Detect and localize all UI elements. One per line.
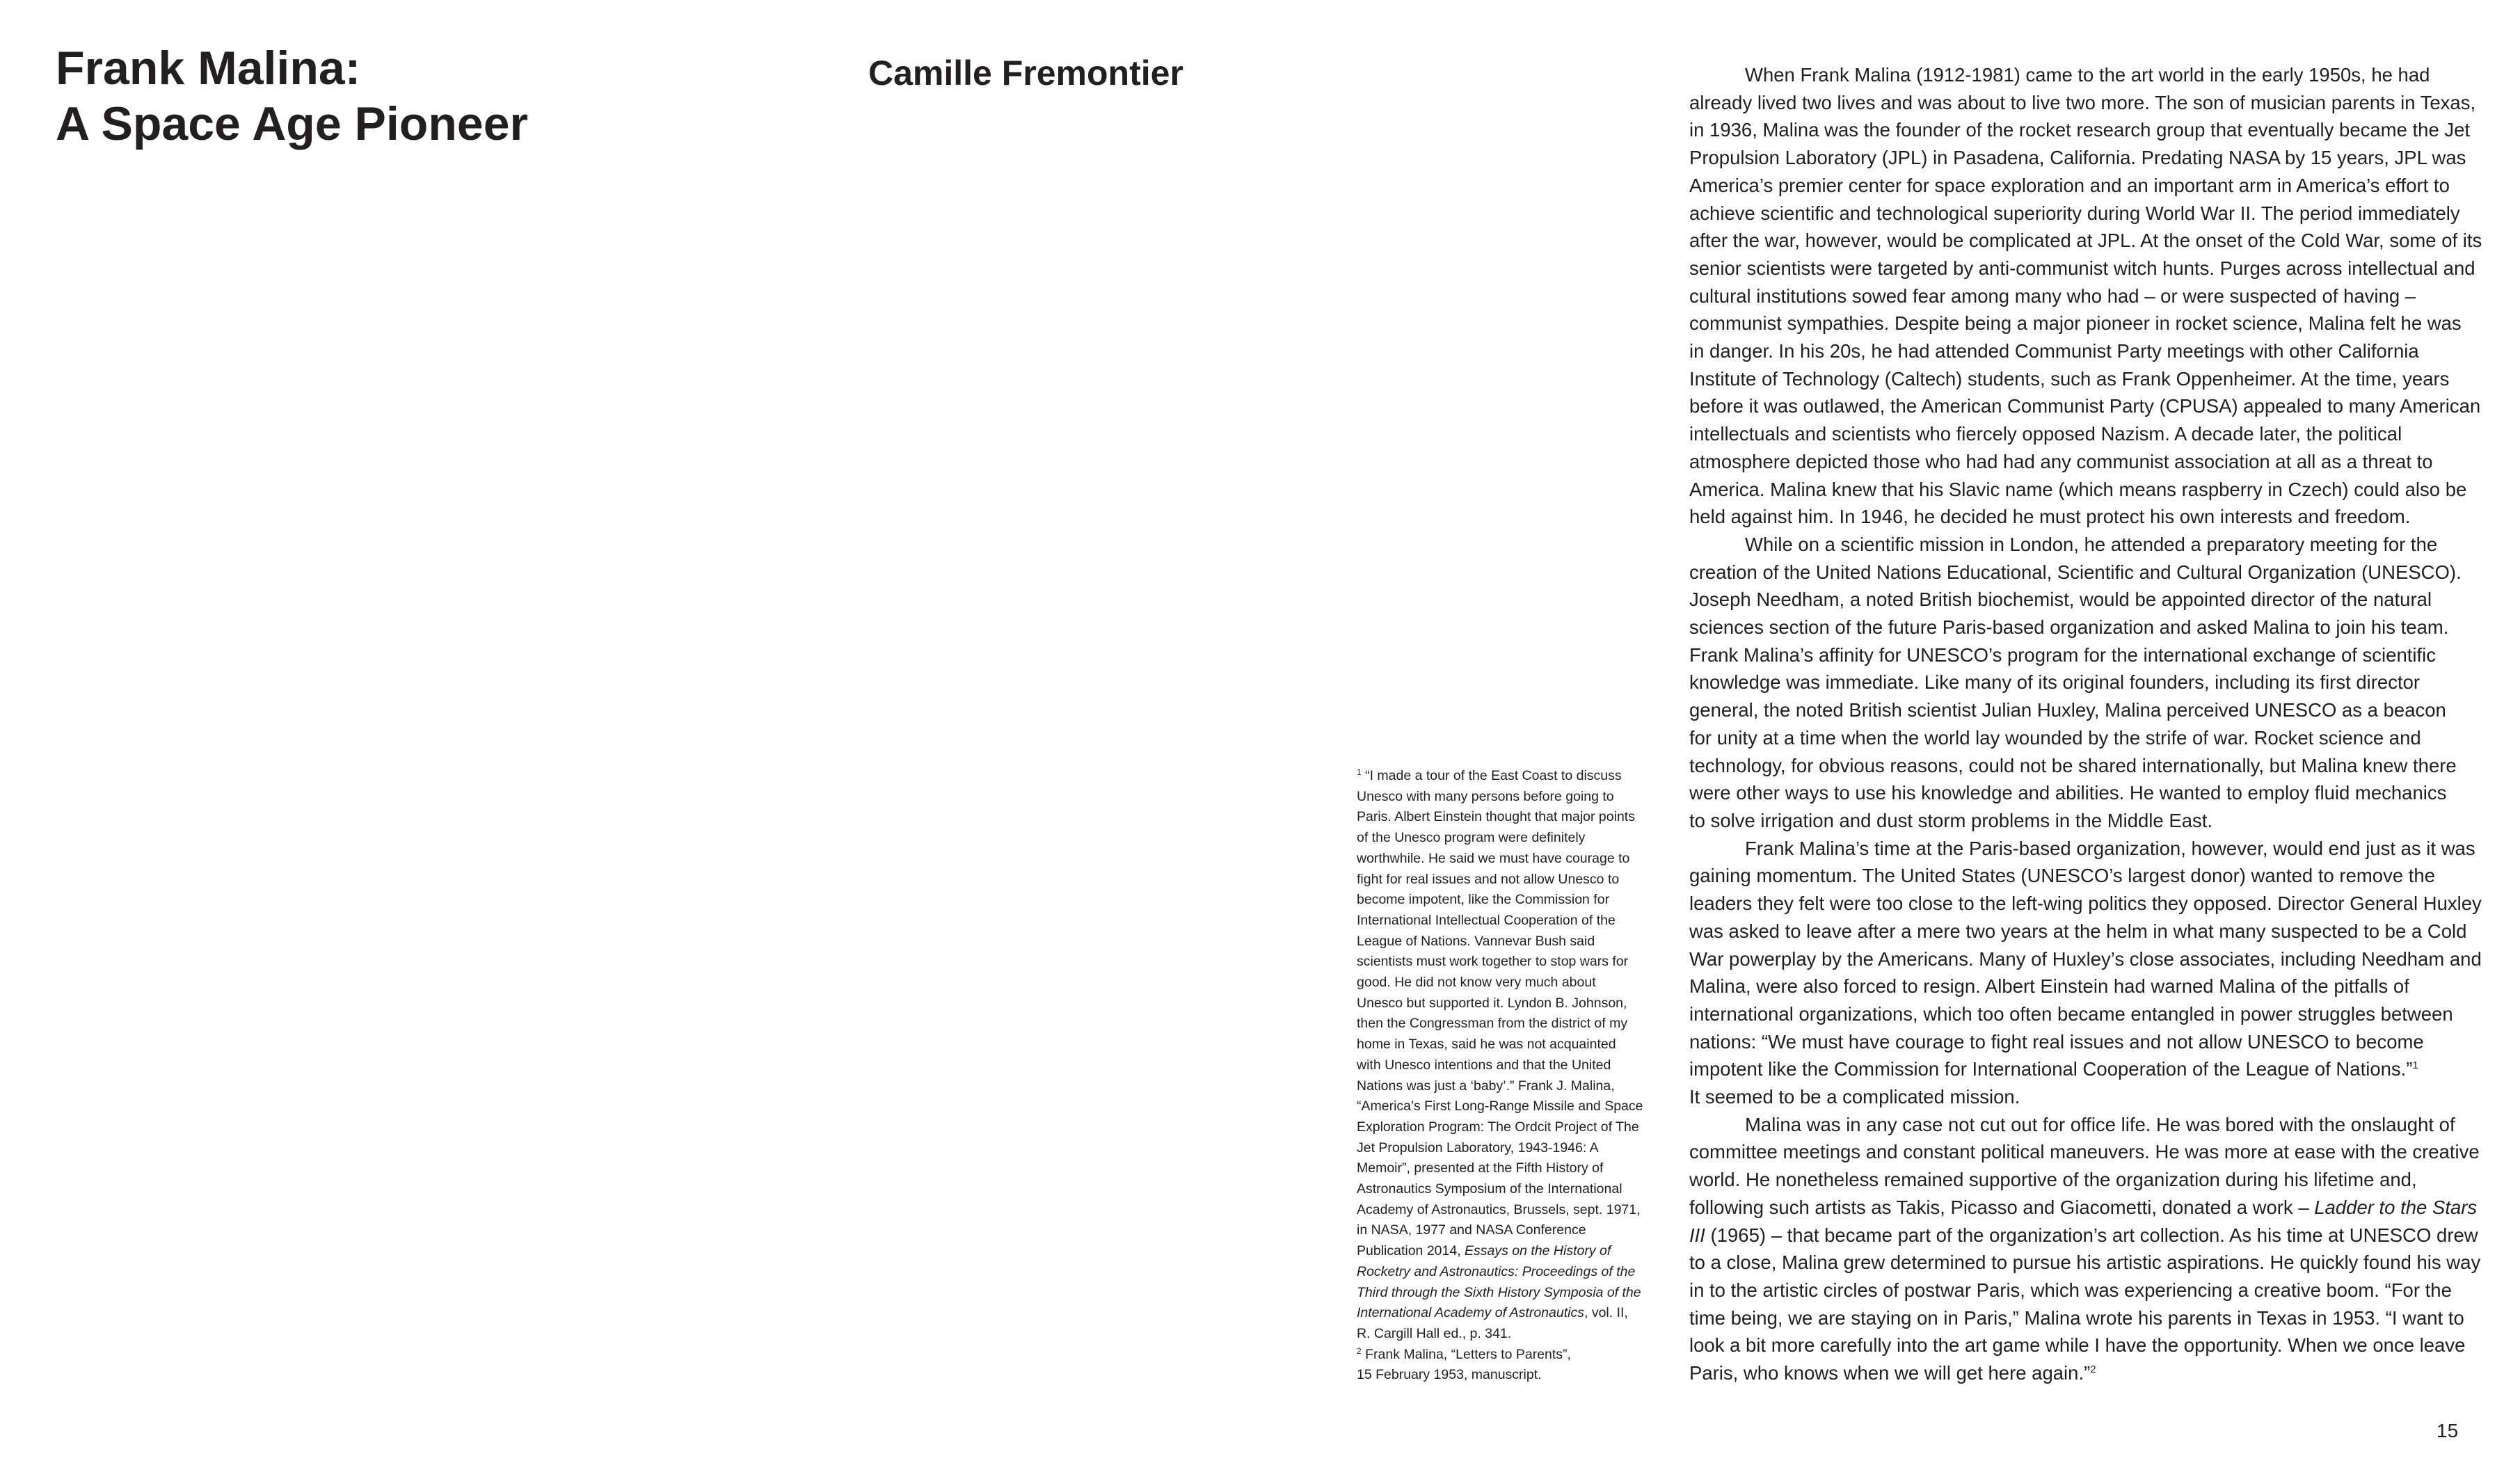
footnote-1-line: Third through the Sixth History Symposia of the	[1357, 1284, 1641, 1300]
body-line: Joseph Needham, a noted British biochemist, would be appointed director of the natural	[1689, 589, 2432, 611]
footnote-1-line: of the Unesco program were definitely	[1357, 830, 1586, 846]
body-line: America. Malina knew that his Slavic name (which means raspberry in Czech) could also be	[1689, 478, 2467, 500]
body-line: atmosphere depicted those who had had any communist association at all as a threat to	[1689, 450, 2433, 472]
body-line: look a bit more carefully into the art game while I have the opportunity. When we once leave	[1689, 1334, 2466, 1357]
body-line: to solve irrigation and dust storm problems in the Middle East.	[1689, 809, 2213, 831]
footnote-1-line: Paris. Albert Einstein thought that major points	[1357, 809, 1635, 825]
body-line: world. He nonetheless remained supportive of the organization during his lifetime and,	[1689, 1169, 2417, 1191]
artwork-title-continued: III	[1689, 1224, 1705, 1246]
body-line: communist sympathies. Despite being a major pioneer in rocket science, Malina felt he was	[1689, 312, 2462, 335]
footnote-1-line: International Intellectual Cooperation of the	[1357, 912, 1616, 928]
footnote-1-book-title: Essays on the History of	[1465, 1243, 1611, 1259]
footnote-1-line: scientists must work together to stop wars for	[1357, 954, 1629, 970]
body-line: It seemed to be a complicated mission.	[1689, 1086, 2020, 1108]
footnote-1-line: become impotent, like the Commission for	[1357, 892, 1610, 908]
footnote-1-marker: 1	[1357, 767, 1362, 777]
body-line: Malina, were also forced to resign. Albert Einstein had warned Malina of the pitfalls of	[1689, 975, 2409, 998]
body-line: Paris, who knows when we will get here again.”$^2$	[1689, 1362, 2096, 1384]
body-line: When Frank Malina (1912-1981) came to the art world in the early 1950s, he had	[1745, 64, 2430, 86]
body-line: Malina was in any case not cut out for office life. He was bored with the onslaught of	[1745, 1113, 2455, 1135]
footnote-1-line: International Academy of Astronautics, vol. II,	[1357, 1305, 1628, 1321]
article-body	[1689, 61, 2482, 1387]
body-line: Frank Malina’s affinity for UNESCO’s program for the international exchange of scientific	[1689, 643, 2436, 666]
footnote-1-line: Unesco with many persons before going to	[1357, 788, 1614, 804]
footnote-1-line: Publication 2014, Essays on the History of	[1357, 1243, 1611, 1259]
footnote-1-line: Exploration Program: The Ordcit Project of The	[1357, 1119, 1639, 1135]
author-name: Camille Fremontier	[868, 54, 1183, 93]
body-line: were other ways to use his knowledge and abilities. He wanted to employ fluid mechanics	[1689, 782, 2447, 804]
body-line: held against him. In 1946, he decided he must protect his own interests and freedom.	[1689, 506, 2411, 528]
body-line: technology, for obvious reasons, could not be shared internationally, but Malina knew there	[1689, 754, 2457, 776]
body-line: leaders they felt were too close to the left-wing politics they opposed. Director General Huxley	[1689, 893, 2482, 915]
footnote-1-line: good. He did not know very much about	[1357, 975, 1596, 991]
footnote-1-line: $^1$ “I made a tour of the East Coast to discuss	[1357, 767, 1622, 783]
body-line: impotent like the Commission for International Cooperation of the League of Nations.”$^1$	[1689, 1058, 2418, 1080]
footnote-1-line: home in Texas, said he was not acquainted	[1357, 1037, 1616, 1053]
body-line: sciences section of the future Paris-based organization and asked Malina to join his team.	[1689, 616, 2449, 639]
body-line: Propulsion Laboratory (JPL) in Pasadena, California. Predating NASA by 15 years, JPL was	[1689, 147, 2466, 169]
article-title-line-1: Frank Malina:	[56, 42, 361, 95]
footnote-2-line: 15 February 1953, manuscript.	[1357, 1367, 1542, 1383]
body-line: knowledge was immediate. Like many of its original founders, including its first director	[1689, 671, 2421, 694]
footnote-1-line: then the Congressman from the district of my	[1357, 1016, 1628, 1032]
body-line: for unity at a time when the world lay wounded by the strife of war. Rocket science and	[1689, 726, 2421, 749]
footnote-1-line: with Unesco intentions and that the United	[1357, 1057, 1611, 1073]
footnote-1-line: Nations was just a ‘baby’.” Frank J. Malina,	[1357, 1078, 1615, 1094]
page-number: 15	[2437, 1420, 2459, 1441]
footnote-1-line: worthwhile. He said we must have courage to	[1357, 850, 1630, 866]
body-line: before it was outlawed, the American Communist Party (CPUSA) appealed to many American	[1689, 395, 2481, 417]
footnote-1-line: “America’s First Long-Range Missile and Space	[1357, 1098, 1643, 1114]
body-line: international organizations, which too often became entangled in power struggles between	[1689, 1002, 2453, 1025]
body-line: already lived two lives and was about to live two more. The son of musician parents in Texas,	[1689, 91, 2476, 113]
body-line: achieve scientific and technological superiority during World War II. The period immediately	[1689, 202, 2460, 224]
body-line: War powerplay by the Americans. Many of Huxley’s close associates, including Needham and	[1689, 948, 2482, 970]
body-line: Institute of Technology (Caltech) students, such as Frank Oppenheimer. At the time, years	[1689, 367, 2450, 390]
body-line: cultural institutions sowed fear among many who had – or were suspected of having –	[1689, 285, 2416, 307]
body-line: after the war, however, would be complicated at JPL. At the onset of the Cold War, some of its	[1689, 230, 2482, 252]
footnote-1-line: League of Nations. Vannevar Bush said	[1357, 933, 1595, 949]
footnote-1-line: R. Cargill Hall ed., p. 341.	[1357, 1325, 1512, 1341]
body-line: nations: “We must have courage to fight real issues and not allow UNESCO to become	[1689, 1030, 2424, 1053]
body-line: gaining momentum. The United States (UNESCO’s largest donor) wanted to remove the	[1689, 865, 2436, 887]
footnotes	[1357, 766, 1663, 1386]
footnote-1-line: Memoir”, presented at the Fifth History of	[1357, 1160, 1604, 1176]
footnote-1-line: Jet Propulsion Laboratory, 1943-1946: A	[1357, 1140, 1599, 1156]
footnote-1-line: fight for real issues and not allow Unesco to	[1357, 871, 1620, 887]
footnote-ref-1: 1	[2412, 1060, 2418, 1072]
body-line: general, the noted British scientist Julian Huxley, Malina perceived UNESCO as a beacon	[1689, 699, 2446, 721]
article-title-line-2: A Space Age Pioneer	[56, 97, 528, 150]
footnote-1-line: Rocketry and Astronautics: Proceedings of the	[1357, 1263, 1636, 1279]
body-line: in 1936, Malina was the founder of the rocket research group that eventually became the Jet	[1689, 119, 2471, 141]
body-line: senior scientists were targeted by anti-communist witch hunts. Purges across intellectual and	[1689, 257, 2475, 279]
body-line: intellectuals and scientists who fiercely opposed Nazism. A decade later, the political	[1689, 423, 2402, 445]
body-line: Frank Malina’s time at the Paris-based organization, however, would end just as it was	[1745, 837, 2475, 859]
footnote-1-line: Unesco but supported it. Lyndon B. Johnson,	[1357, 995, 1627, 1011]
body-line: following such artists as Takis, Picasso and Giacometti, donated a work – Ladder to the Stars	[1689, 1196, 2478, 1218]
body-line: time being, we are staying on in Paris,” Malina wrote his parents in Texas in 1953. “I want to	[1689, 1306, 2464, 1329]
body-line: to a close, Malina grew determined to pursue his artistic aspirations. He quickly found his way	[1689, 1252, 2481, 1274]
artwork-title: Ladder to the Stars	[2314, 1196, 2478, 1218]
footnote-2-line: $^2$ Frank Malina, “Letters to Parents”,	[1357, 1345, 1571, 1362]
body-line: III (1965) – that became part of the organization’s art collection. As his time at UNESCO drew	[1689, 1224, 2478, 1246]
footnote-1-line: in NASA, 1977 and NASA Conference	[1357, 1222, 1586, 1238]
body-line: creation of the United Nations Educational, Scientific and Cultural Organization (UNESCO).	[1689, 561, 2462, 583]
body-line: America’s premier center for space exploration and an important arm in America’s effort to	[1689, 174, 2450, 196]
footnote-2-marker: 2	[1357, 1345, 1362, 1356]
footnote-1-line: Academy of Astronautics, Brussels, sept. 1971,	[1357, 1201, 1641, 1217]
footnote-ref-2: 2	[2090, 1364, 2096, 1376]
body-line: in danger. In his 20s, he had attended Communist Party meetings with other California	[1689, 340, 2419, 362]
body-line: committee meetings and constant political maneuvers. He was more at ease with the creative	[1689, 1141, 2480, 1163]
body-line: in to the artistic circles of postwar Paris, which was experiencing a creative boom. “For the	[1689, 1279, 2452, 1301]
body-line: While on a scientific mission in London, he attended a preparatory meeting for the	[1745, 533, 2438, 555]
body-line: was asked to leave after a mere two years at the helm in what many suspected to be a Cold	[1689, 920, 2467, 942]
article-title	[56, 40, 528, 152]
footnote-1-line: Astronautics Symposium of the International	[1357, 1181, 1622, 1197]
